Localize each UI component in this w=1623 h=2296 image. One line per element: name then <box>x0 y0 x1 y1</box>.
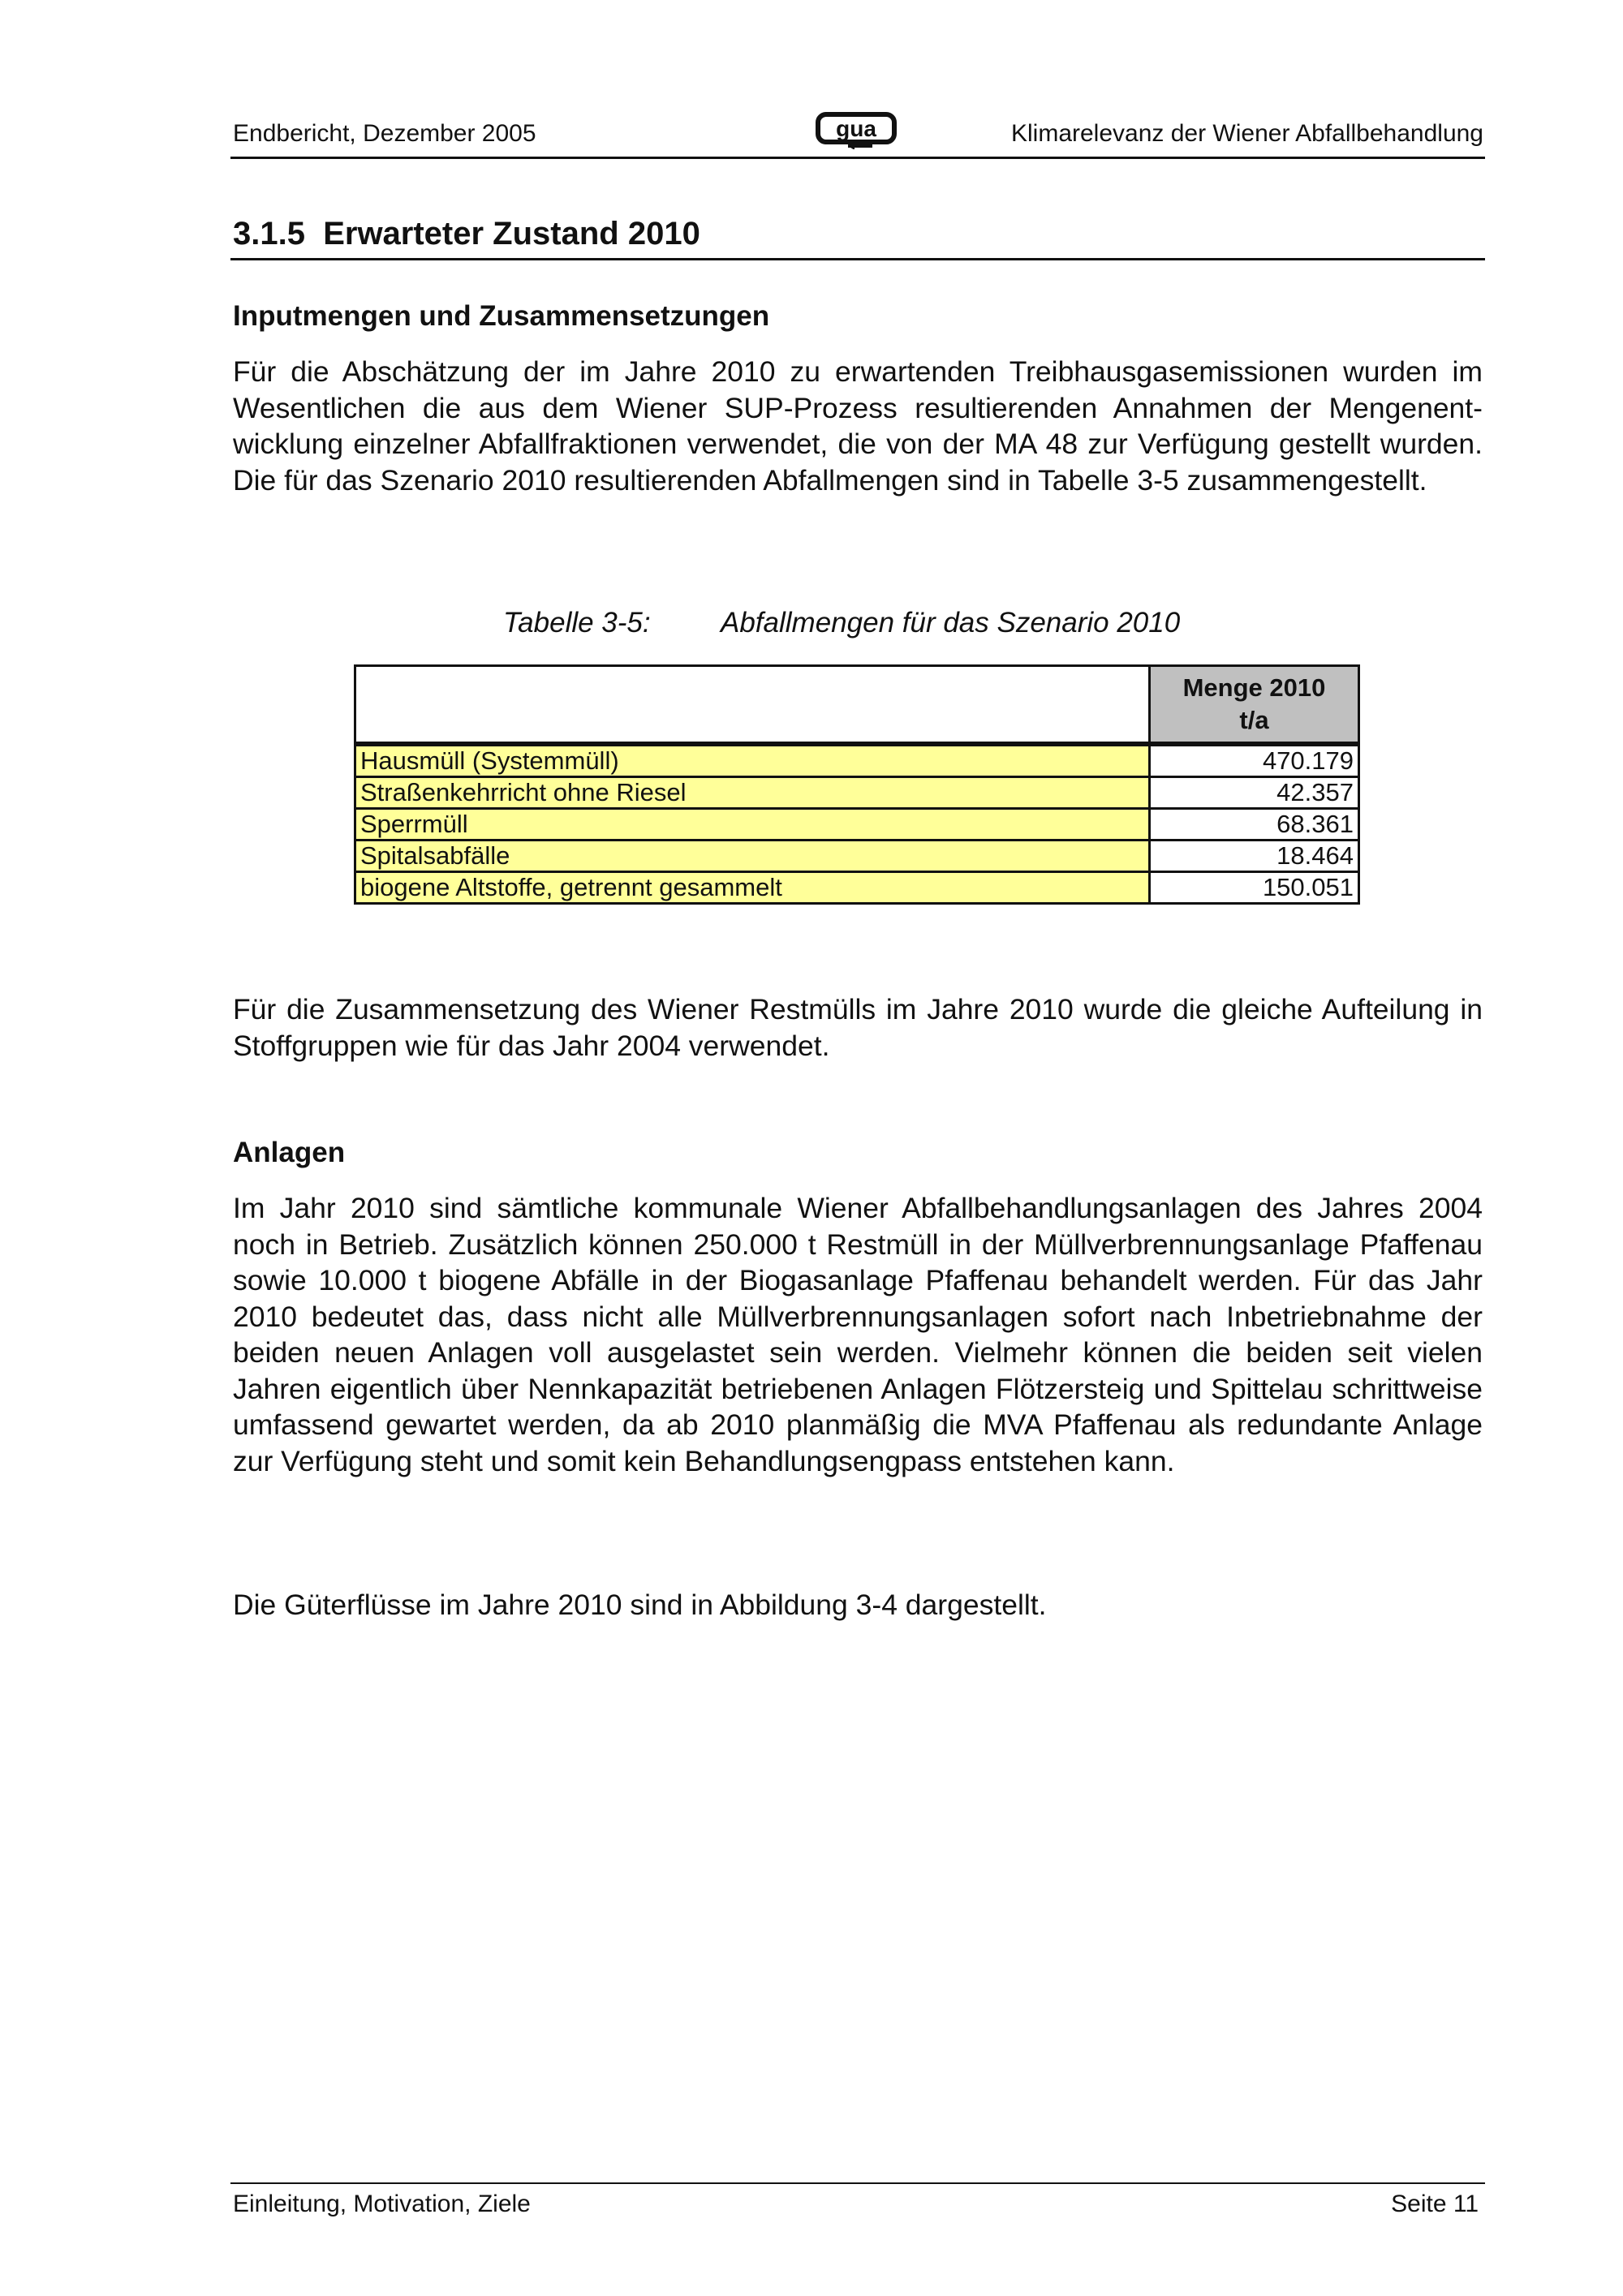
row-label: biogene Altstoffe, getrennt gesammelt <box>355 872 1150 904</box>
page-number: Seite 11 <box>1391 2191 1479 2217</box>
table-row <box>355 777 1359 809</box>
row-value: 470.179 <box>1150 744 1359 777</box>
caption-title: Abfallmengen für das Szenario 2010 <box>721 607 1181 638</box>
table-row <box>355 809 1359 841</box>
section-title: 3.1.5 Erwarteter Zustand 2010 <box>233 216 700 252</box>
gua-logo <box>816 112 897 149</box>
row-label: Spitalsabfälle <box>355 841 1150 872</box>
svg-text:gua: gua <box>836 116 876 141</box>
footer-divider <box>230 2182 1485 2184</box>
subheading-inputmengen: Inputmengen und Zusammensetzungen <box>233 300 770 332</box>
footer-left: Einleitung, Motivation, Ziele <box>233 2191 531 2217</box>
header-divider <box>230 157 1485 159</box>
paragraph-zusammensetzung: Für die Zusammensetzung des Wiener Restmülls im Jahre 2010 wurde die gleiche Aufteilung in Stoffgruppen wie für das Jahr 2004 verwendet. <box>233 993 1483 1062</box>
table-row <box>355 841 1359 872</box>
header-left: Endbericht, Dezember 2005 <box>233 120 536 147</box>
paragraph-anlagen: Im Jahr 2010 sind sämtliche kommunale Wiener Abfallbehandlungsanlagen des Jahres 2004 noch in Betrieb. Zusätzlich können 250.000 t Restmüll in der Müllverbrennungsanlage Pfaffenau sowie 10.000 t biogene Abfälle in der Biogasanlage Pfaffenau behandelt werden. Für das Jahr 2010 bedeutet das, dass nicht alle Müllverbrennungsanlagen sofort nach Inbetriebnahme der beiden neuen Anlagen voll ausgelastet sein werden. Vielmehr können die beiden seit vielen Jahren eigentlich über Nennkapazität betriebenen Anlagen Flötzersteig und Spittelau schrittweise umfassend gewartet werden, da ab 2010 planmäßig die MVA Pfaffenau als redundante Anlage zur Verfügung steht und somit kein Behandlungsengpass entstehen kann. <box>233 1192 1483 1477</box>
header-quantity-cell <box>1150 666 1359 745</box>
caption-number: Tabelle 3-5: <box>503 607 651 638</box>
row-label: Hausmüll (Systemmüll) <box>355 744 1150 777</box>
section-divider <box>230 258 1485 260</box>
paragraph-gueterfluesse: Die Güterflüsse im Jahre 2010 sind in Abbildung 3-4 dargestellt. <box>233 1589 1047 1621</box>
waste-quantities-table <box>354 664 1360 905</box>
header-quantity-label: Menge 2010 <box>1182 673 1326 702</box>
subheading-anlagen: Anlagen <box>233 1137 346 1168</box>
table-row <box>355 744 1359 777</box>
paragraph-inputmengen: Für die Abschätzung der im Jahre 2010 zu erwartenden Treibhausgasemissionen wurden im Wesentlichen die aus dem Wiener SUP-Prozess resultierenden Annahmen der Mengenentwicklung einzelner Abfallfraktionen verwendet, die von der MA 48 zur Verfügung gestellt wurden. Die für das Szenario 2010 resultierenden Abfallmengen sind in Tabelle 3-5 zusammengestellt. <box>233 355 1483 497</box>
row-value: 18.464 <box>1150 841 1359 872</box>
row-value: 42.357 <box>1150 777 1359 809</box>
header-blank-cell <box>355 666 1150 745</box>
header-right: Klimarelevanz der Wiener Abfallbehandlung <box>1010 120 1483 147</box>
header-unit-label: t/a <box>1239 706 1269 734</box>
table-row <box>355 872 1359 904</box>
table-header-row <box>355 666 1359 745</box>
row-value: 150.051 <box>1150 872 1359 904</box>
row-value: 68.361 <box>1150 809 1359 841</box>
row-label: Sperrmüll <box>355 809 1150 841</box>
table-caption <box>503 607 1180 639</box>
row-label: Straßenkehrricht ohne Riesel <box>355 777 1150 809</box>
